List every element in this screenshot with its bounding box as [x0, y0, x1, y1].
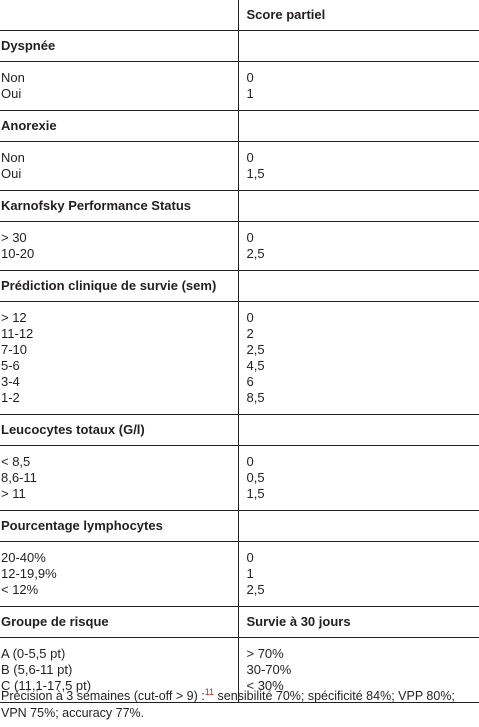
section-header-groupe-de-risque [0, 607, 479, 638]
row-label: < 12% [1, 582, 39, 597]
section-title: Prédiction clinique de survie (sem) [0, 271, 238, 302]
section-rows-leucocytes-totaux-g-l [0, 446, 479, 511]
header-score-partiel: Score partiel [238, 0, 479, 31]
row-label: A (0-5,5 pt) [1, 646, 66, 661]
row-label: 11-12 [1, 326, 34, 341]
section-rows-dyspnee [0, 62, 479, 111]
row-label: C (11,1-17,5 pt) [1, 678, 92, 693]
row-value: 0 [246, 230, 254, 245]
section-rows-pourcentage-lymphocytes [0, 542, 479, 607]
row-label: < 8,5 [1, 454, 31, 469]
section-title: Anorexie [0, 111, 238, 142]
row-value: 6 [246, 374, 254, 389]
row-label: 1-2 [1, 390, 20, 405]
row-value: 0 [246, 454, 254, 469]
row-labels-cell [0, 142, 238, 191]
row-value: 4,5 [246, 358, 265, 373]
row-label: > 30 [1, 230, 27, 245]
header-left-cell [0, 0, 238, 31]
row-value: 2,5 [246, 582, 265, 597]
row-value: 8,5 [246, 390, 265, 405]
row-label: Oui [1, 166, 22, 181]
row-label: 20-40% [1, 550, 46, 565]
row-value: 0 [246, 310, 254, 325]
row-value: 30-70% [246, 662, 292, 677]
row-label: B (5,6-11 pt) [1, 662, 73, 677]
row-value: 2,5 [246, 246, 265, 261]
row-label: 8,6-11 [1, 470, 37, 485]
row-label: > 11 [1, 486, 26, 501]
row-labels-cell [0, 222, 238, 271]
footnote-text-start: Précision à 3 semaines (cut-off > 9) : [1, 689, 205, 703]
row-label: 10-20 [1, 246, 35, 261]
section-header-anorexie [0, 111, 479, 142]
section-header-karnofsky-performance-status [0, 191, 479, 222]
row-value: 0 [246, 70, 254, 85]
footnote [1, 688, 477, 722]
section-title-right [238, 511, 479, 542]
section-rows-karnofsky-performance-status [0, 222, 479, 271]
section-title-right [238, 271, 479, 302]
row-values-cell [238, 62, 479, 111]
row-value: 1,5 [246, 486, 265, 501]
row-label: Non [1, 70, 25, 85]
row-labels-cell [0, 302, 238, 415]
row-value: 2,5 [246, 342, 265, 357]
row-label: Oui [1, 86, 22, 101]
section-header-pourcentage-lymphocytes [0, 511, 479, 542]
row-label: 12-19,9% [1, 566, 57, 581]
row-value: 0 [246, 150, 254, 165]
footnote-reference: 11 [204, 686, 215, 697]
table-header-row [0, 0, 479, 31]
section-title-right: Survie à 30 jours [238, 607, 479, 638]
row-values-cell [238, 446, 479, 511]
section-title: Karnofsky Performance Status [0, 191, 238, 222]
row-label: > 12 [1, 310, 27, 325]
section-header-leucocytes-totaux-g-l [0, 415, 479, 446]
row-value: 2 [246, 326, 254, 341]
section-title: Pourcentage lymphocytes [0, 511, 238, 542]
row-label: 3-4 [1, 374, 20, 389]
section-header-prediction-clinique-de-survie-sem [0, 271, 479, 302]
row-value: 0,5 [246, 470, 265, 485]
row-values-cell [238, 222, 479, 271]
row-value: < 30% [246, 678, 284, 693]
section-rows-prediction-clinique-de-survie-sem [0, 302, 479, 415]
section-title-right [238, 31, 479, 62]
row-value: 0 [246, 550, 254, 565]
section-rows-anorexie [0, 142, 479, 191]
row-values-cell [238, 302, 479, 415]
row-label: 5-6 [1, 358, 20, 373]
section-title: Dyspnée [0, 31, 238, 62]
row-label: 7-10 [1, 342, 28, 357]
row-value: 1 [246, 566, 254, 581]
section-title-right [238, 111, 479, 142]
row-values-cell [238, 542, 479, 607]
row-value: > 70% [246, 646, 284, 661]
section-title-right [238, 191, 479, 222]
row-labels-cell [0, 62, 238, 111]
row-value: 1,5 [246, 166, 265, 181]
section-header-dyspnee [0, 31, 479, 62]
row-label: Non [1, 150, 25, 165]
footnote-text-end: sensibilité 70%; spécificité 84%; VPP 80%; VPN 75%; accuracy 77%. [1, 689, 455, 720]
section-title-right [238, 415, 479, 446]
row-labels-cell [0, 542, 238, 607]
section-title: Groupe de risque [0, 607, 238, 638]
row-value: 1 [246, 86, 254, 101]
section-title: Leucocytes totaux (G/l) [0, 415, 238, 446]
row-labels-cell [0, 446, 238, 511]
row-values-cell [238, 142, 479, 191]
